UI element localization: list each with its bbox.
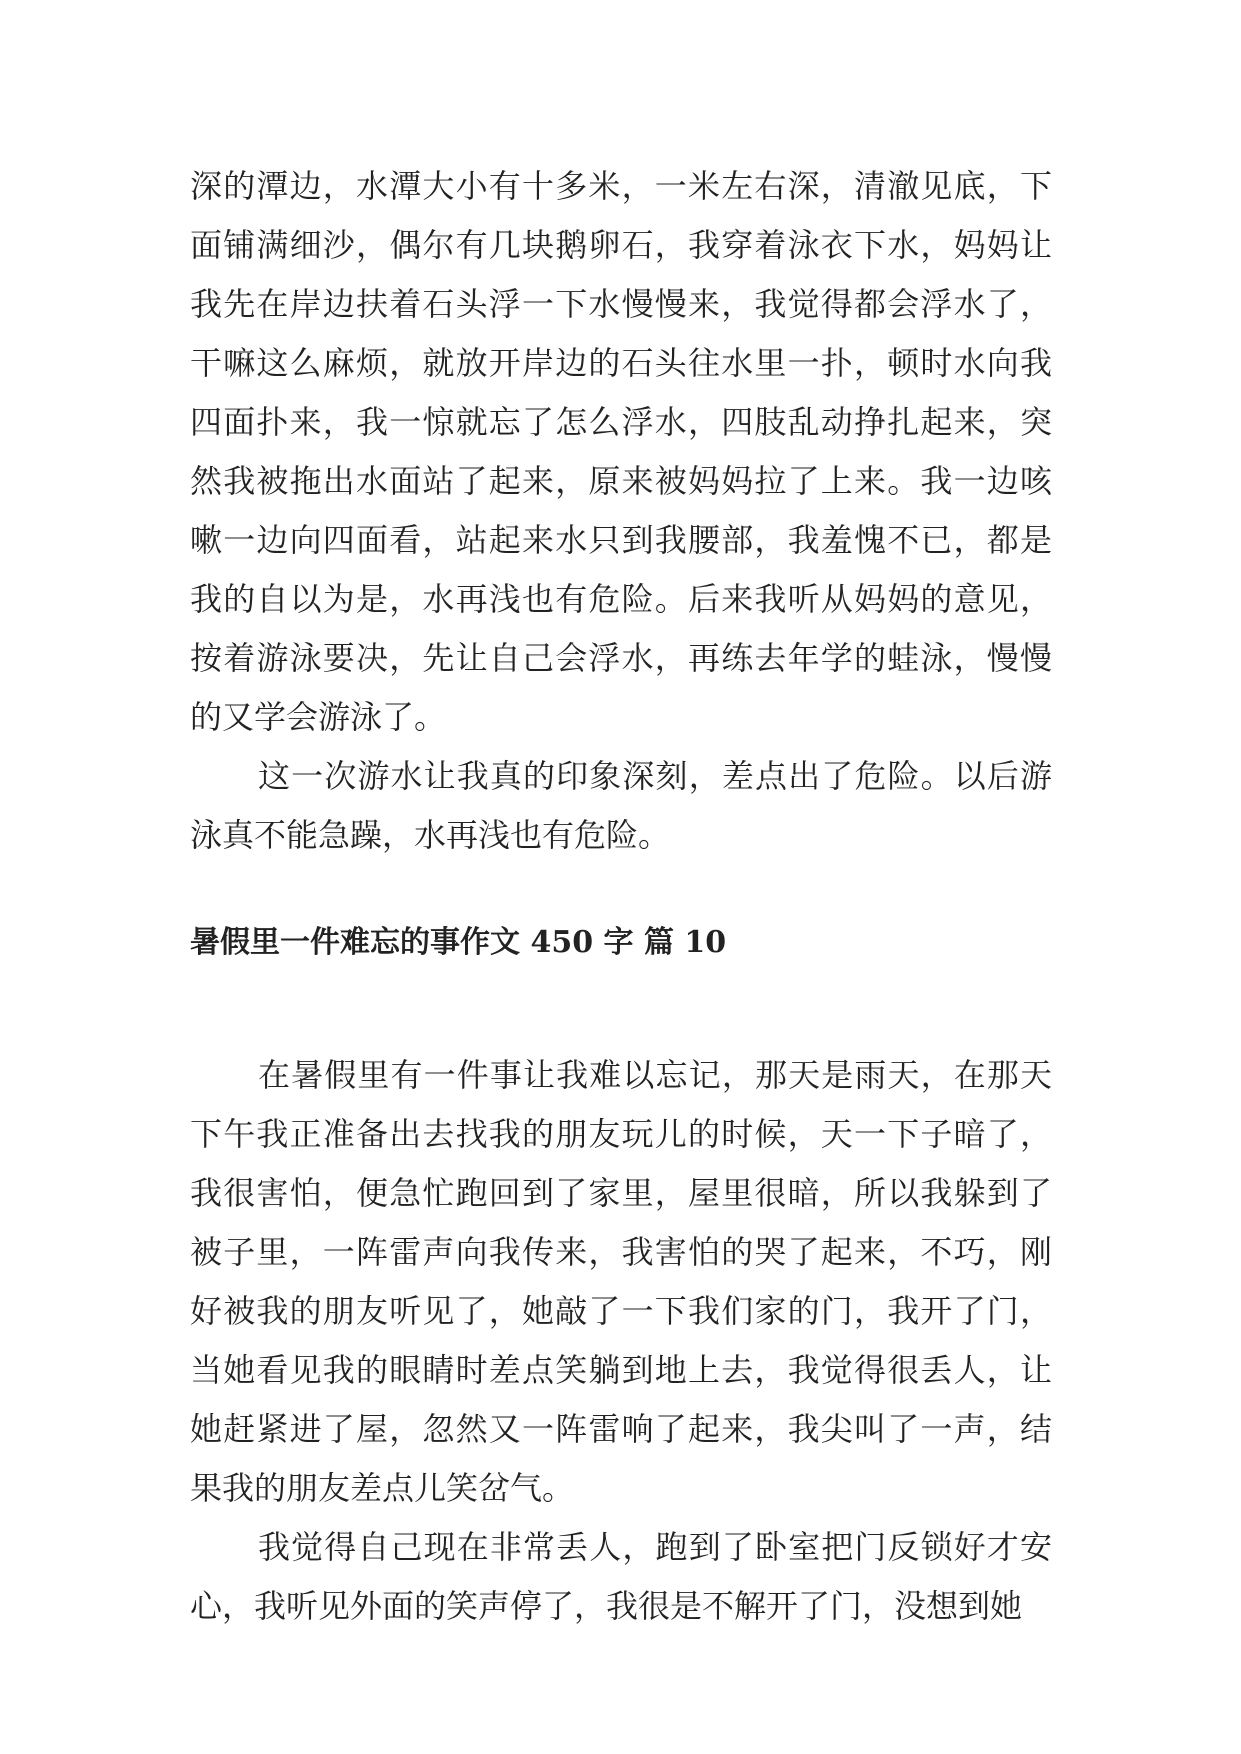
- article-paragraph-continued: 深的潭边，水潭大小有十多米，一米左右深，清澈见底，下面铺满细沙，偶尔有几块鹅卵石，我穿着泳衣下水，妈妈让我先在岸边扶着石头浮一下水慢慢来，我觉得都会浮水了，干嘛这么麻烦，就放开岸边的石头往水里一扑，顿时水向我四面扑来，我一惊就忘了怎么浮水，四肢乱动挣扎起来，突然我被拖出水面站了起来，原来被妈妈拉了上来。我一边咳嗽一边向四面看，站起来水只到我腰部，我羞愧不已，都是我的自以为是，水再浅也有危险。后来我听从妈妈的意见，按着游泳要决，先让自己会浮水，再练去年学的蛙泳，慢慢的又学会游泳了。: [190, 167, 1052, 736]
- article-paragraph-2: 我觉得自己现在非常丢人，跑到了卧室把门反锁好才安心，我听见外面的笑声停了，我很是不解开了门，没想到她: [190, 1528, 1052, 1625]
- article-next-section: [190, 1046, 1052, 1636]
- article-end-section: [190, 157, 1052, 865]
- article-paragraph-1: 在暑假里有一件事让我难以忘记，那天是雨天，在那天下午我正准备出去找我的朋友玩儿的时候，天一下子暗了，我很害怕，便急忙跑回到了家里，屋里很暗，所以我躲到了被子里，一阵雷声向我传来，我害怕的哭了起来，不巧，刚好被我的朋友听见了，她敲了一下我们家的门，我开了门，当她看见我的眼睛时差点笑躺到地上去，我觉得很丢人，让她赶紧进了屋，忽然又一阵雷响了起来，我尖叫了一声，结果我的朋友差点儿笑岔气。: [190, 1056, 1052, 1507]
- article-paragraph-conclusion: 这一次游水让我真的印象深刻，差点出了危险。以后游泳真不能急躁，水再浅也有危险。: [190, 757, 1052, 854]
- article-heading: 暑假里一件难忘的事作文 450 字 篇 10: [190, 925, 727, 960]
